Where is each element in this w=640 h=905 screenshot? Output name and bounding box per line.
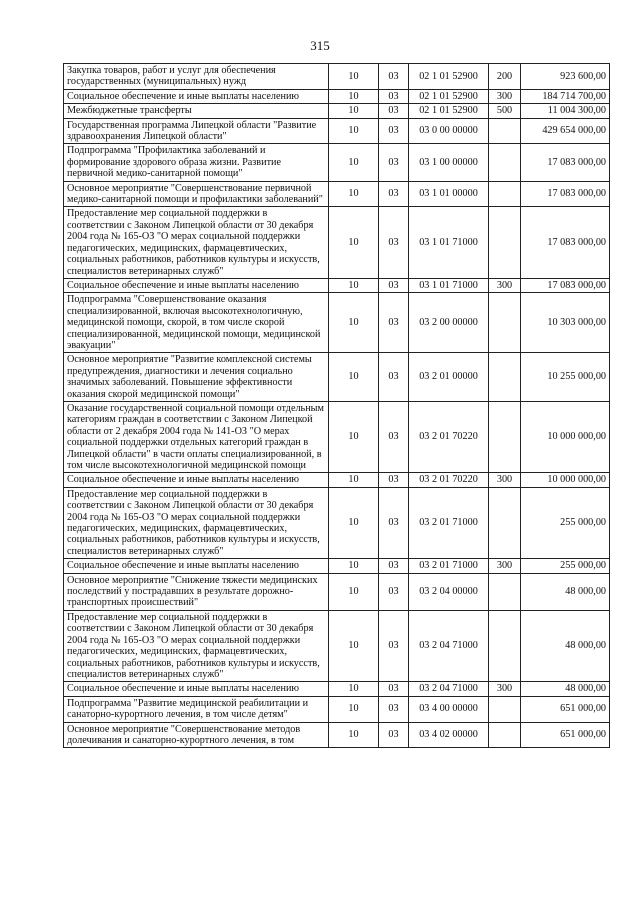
amount-cell: 48 000,00 bbox=[521, 573, 610, 610]
target-article-cell: 03 2 04 71000 bbox=[409, 610, 489, 681]
expense-type-cell bbox=[489, 207, 521, 278]
item-name-cell: Социальное обеспечение и иные выплаты населению bbox=[64, 559, 329, 573]
subsection-code-cell: 03 bbox=[379, 104, 409, 118]
target-article-cell: 03 2 00 00000 bbox=[409, 293, 489, 353]
amount-cell: 17 083 000,00 bbox=[521, 278, 610, 292]
amount-cell: 10 000 000,00 bbox=[521, 473, 610, 487]
table-row bbox=[64, 473, 610, 487]
expense-type-cell bbox=[489, 696, 521, 722]
amount-cell: 10 303 000,00 bbox=[521, 293, 610, 353]
subsection-code-cell: 03 bbox=[379, 401, 409, 472]
item-name-cell: Подпрограмма "Профилактика заболеваний и формирование здорового образа жизни. Развитие первичной медико-санитарной помощи" bbox=[64, 144, 329, 181]
target-article-cell: 03 2 01 00000 bbox=[409, 353, 489, 402]
expense-type-cell bbox=[489, 293, 521, 353]
expense-type-cell: 300 bbox=[489, 559, 521, 573]
expense-type-cell: 300 bbox=[489, 89, 521, 103]
item-name-cell: Основное мероприятие "Совершенствование методов долечивания и санаторно-курортного лечения, в том bbox=[64, 722, 329, 748]
item-name-cell: Закупка товаров, работ и услуг для обеспечения государственных (муниципальных) нужд bbox=[64, 64, 329, 90]
section-code-cell: 10 bbox=[329, 118, 379, 144]
amount-cell: 429 654 000,00 bbox=[521, 118, 610, 144]
table-row bbox=[64, 118, 610, 144]
amount-cell: 184 714 700,00 bbox=[521, 89, 610, 103]
section-code-cell: 10 bbox=[329, 473, 379, 487]
target-article-cell: 02 1 01 52900 bbox=[409, 89, 489, 103]
subsection-code-cell: 03 bbox=[379, 473, 409, 487]
expense-type-cell bbox=[489, 487, 521, 558]
page-number: 315 bbox=[310, 38, 330, 53]
table-row bbox=[64, 487, 610, 558]
amount-cell: 651 000,00 bbox=[521, 722, 610, 748]
target-article-cell: 03 2 04 71000 bbox=[409, 682, 489, 696]
table-row bbox=[64, 207, 610, 278]
budget-table-body bbox=[64, 64, 610, 748]
item-name-cell: Основное мероприятие "Совершенствование первичной медико-санитарной помощи и профилактики заболеваний" bbox=[64, 181, 329, 207]
section-code-cell: 10 bbox=[329, 610, 379, 681]
target-article-cell: 02 1 01 52900 bbox=[409, 104, 489, 118]
subsection-code-cell: 03 bbox=[379, 278, 409, 292]
table-row bbox=[64, 610, 610, 681]
amount-cell: 10 255 000,00 bbox=[521, 353, 610, 402]
expense-type-cell bbox=[489, 118, 521, 144]
item-name-cell: Социальное обеспечение и иные выплаты населению bbox=[64, 682, 329, 696]
item-name-cell: Предоставление мер социальной поддержки в соответствии с Законом Липецкой области от 30 декабря 2004 года № 165-ОЗ "О мерах социальной поддержки педагогических, медицинских, фармацевтических, социальных работников, работников культуры и искусств, специалистов ветеринарных служб" bbox=[64, 487, 329, 558]
subsection-code-cell: 03 bbox=[379, 181, 409, 207]
table-row bbox=[64, 64, 610, 90]
subsection-code-cell: 03 bbox=[379, 89, 409, 103]
target-article-cell: 03 1 00 00000 bbox=[409, 144, 489, 181]
section-code-cell: 10 bbox=[329, 401, 379, 472]
subsection-code-cell: 03 bbox=[379, 144, 409, 181]
section-code-cell: 10 bbox=[329, 682, 379, 696]
target-article-cell: 03 1 01 00000 bbox=[409, 181, 489, 207]
subsection-code-cell: 03 bbox=[379, 610, 409, 681]
expense-type-cell bbox=[489, 573, 521, 610]
table-row bbox=[64, 144, 610, 181]
amount-cell: 11 004 300,00 bbox=[521, 104, 610, 118]
item-name-cell: Предоставление мер социальной поддержки в соответствии с Законом Липецкой области от 30 декабря 2004 года № 165-ОЗ "О мерах социальной поддержки педагогических, медицинских, фармацевтических, социальных работников, работников культуры и искусств, специалистов ветеринарных служб" bbox=[64, 207, 329, 278]
section-code-cell: 10 bbox=[329, 722, 379, 748]
item-name-cell: Подпрограмма "Развитие медицинской реабилитации и санаторно-курортного лечения, в том числе детям" bbox=[64, 696, 329, 722]
expense-type-cell bbox=[489, 353, 521, 402]
amount-cell: 923 600,00 bbox=[521, 64, 610, 90]
amount-cell: 255 000,00 bbox=[521, 487, 610, 558]
item-name-cell: Государственная программа Липецкой области "Развитие здравоохранения Липецкой области" bbox=[64, 118, 329, 144]
subsection-code-cell: 03 bbox=[379, 722, 409, 748]
section-code-cell: 10 bbox=[329, 487, 379, 558]
expense-type-cell: 200 bbox=[489, 64, 521, 90]
table-row bbox=[64, 722, 610, 748]
table-row bbox=[64, 696, 610, 722]
target-article-cell: 03 4 02 00000 bbox=[409, 722, 489, 748]
item-name-cell: Оказание государственной социальной помощи отдельным категориям граждан в соответствии с Законом Липецкой области от 2 декабря 2004 года № 141-ОЗ "О мерах социальной поддержки отдельных категорий граждан в Липецкой области" в части оплаты специализированной, в том числе высокотехнологичной медицинской помощи bbox=[64, 401, 329, 472]
expense-type-cell: 500 bbox=[489, 104, 521, 118]
amount-cell: 17 083 000,00 bbox=[521, 144, 610, 181]
amount-cell: 651 000,00 bbox=[521, 696, 610, 722]
amount-cell: 48 000,00 bbox=[521, 610, 610, 681]
target-article-cell: 03 2 01 71000 bbox=[409, 487, 489, 558]
table-row bbox=[64, 353, 610, 402]
table-row bbox=[64, 573, 610, 610]
target-article-cell: 03 1 01 71000 bbox=[409, 278, 489, 292]
expense-type-cell: 300 bbox=[489, 473, 521, 487]
section-code-cell: 10 bbox=[329, 144, 379, 181]
item-name-cell: Социальное обеспечение и иные выплаты населению bbox=[64, 473, 329, 487]
amount-cell: 10 000 000,00 bbox=[521, 401, 610, 472]
subsection-code-cell: 03 bbox=[379, 353, 409, 402]
target-article-cell: 03 2 04 00000 bbox=[409, 573, 489, 610]
item-name-cell: Межбюджетные трансферты bbox=[64, 104, 329, 118]
item-name-cell: Социальное обеспечение и иные выплаты населению bbox=[64, 278, 329, 292]
section-code-cell: 10 bbox=[329, 89, 379, 103]
item-name-cell: Подпрограмма "Совершенствование оказания специализированной, включая высокотехнологичную, медицинской помощи, скорой, в том числе скорой специализированной, медицинской помощи, медицинской эвакуации" bbox=[64, 293, 329, 353]
subsection-code-cell: 03 bbox=[379, 293, 409, 353]
section-code-cell: 10 bbox=[329, 64, 379, 90]
section-code-cell: 10 bbox=[329, 573, 379, 610]
section-code-cell: 10 bbox=[329, 696, 379, 722]
subsection-code-cell: 03 bbox=[379, 64, 409, 90]
subsection-code-cell: 03 bbox=[379, 487, 409, 558]
amount-cell: 255 000,00 bbox=[521, 559, 610, 573]
table-row bbox=[64, 89, 610, 103]
target-article-cell: 03 1 01 71000 bbox=[409, 207, 489, 278]
target-article-cell: 03 2 01 71000 bbox=[409, 559, 489, 573]
section-code-cell: 10 bbox=[329, 207, 379, 278]
section-code-cell: 10 bbox=[329, 293, 379, 353]
table-row bbox=[64, 401, 610, 472]
target-article-cell: 03 2 01 70220 bbox=[409, 401, 489, 472]
table-row bbox=[64, 278, 610, 292]
expense-type-cell bbox=[489, 722, 521, 748]
expense-type-cell bbox=[489, 401, 521, 472]
subsection-code-cell: 03 bbox=[379, 682, 409, 696]
section-code-cell: 10 bbox=[329, 559, 379, 573]
target-article-cell: 02 1 01 52900 bbox=[409, 64, 489, 90]
subsection-code-cell: 03 bbox=[379, 573, 409, 610]
expense-type-cell bbox=[489, 144, 521, 181]
subsection-code-cell: 03 bbox=[379, 207, 409, 278]
target-article-cell: 03 4 00 00000 bbox=[409, 696, 489, 722]
amount-cell: 17 083 000,00 bbox=[521, 207, 610, 278]
amount-cell: 17 083 000,00 bbox=[521, 181, 610, 207]
table-row bbox=[64, 293, 610, 353]
budget-table bbox=[63, 63, 610, 748]
target-article-cell: 03 0 00 00000 bbox=[409, 118, 489, 144]
table-row bbox=[64, 559, 610, 573]
item-name-cell: Предоставление мер социальной поддержки в соответствии с Законом Липецкой области от 30 декабря 2004 года № 165-ОЗ "О мерах социальной поддержки педагогических, медицинских, фармацевтических, социальных работников, работников культуры и искусств, специалистов ветеринарных служб" bbox=[64, 610, 329, 681]
subsection-code-cell: 03 bbox=[379, 559, 409, 573]
section-code-cell: 10 bbox=[329, 278, 379, 292]
expense-type-cell: 300 bbox=[489, 682, 521, 696]
subsection-code-cell: 03 bbox=[379, 696, 409, 722]
table-row bbox=[64, 104, 610, 118]
subsection-code-cell: 03 bbox=[379, 118, 409, 144]
expense-type-cell bbox=[489, 181, 521, 207]
section-code-cell: 10 bbox=[329, 353, 379, 402]
section-code-cell: 10 bbox=[329, 181, 379, 207]
expense-type-cell: 300 bbox=[489, 278, 521, 292]
item-name-cell: Основное мероприятие "Снижение тяжести медицинских последствий у пострадавших в результате дорожно-транспортных происшествий" bbox=[64, 573, 329, 610]
item-name-cell: Основное мероприятие "Развитие комплексной системы предупреждения, диагностики и лечения социально значимых заболеваний. Повышение эффективности оказания скорой медицинской помощи" bbox=[64, 353, 329, 402]
section-code-cell: 10 bbox=[329, 104, 379, 118]
table-row bbox=[64, 181, 610, 207]
item-name-cell: Социальное обеспечение и иные выплаты населению bbox=[64, 89, 329, 103]
target-article-cell: 03 2 01 70220 bbox=[409, 473, 489, 487]
amount-cell: 48 000,00 bbox=[521, 682, 610, 696]
table-row bbox=[64, 682, 610, 696]
expense-type-cell bbox=[489, 610, 521, 681]
